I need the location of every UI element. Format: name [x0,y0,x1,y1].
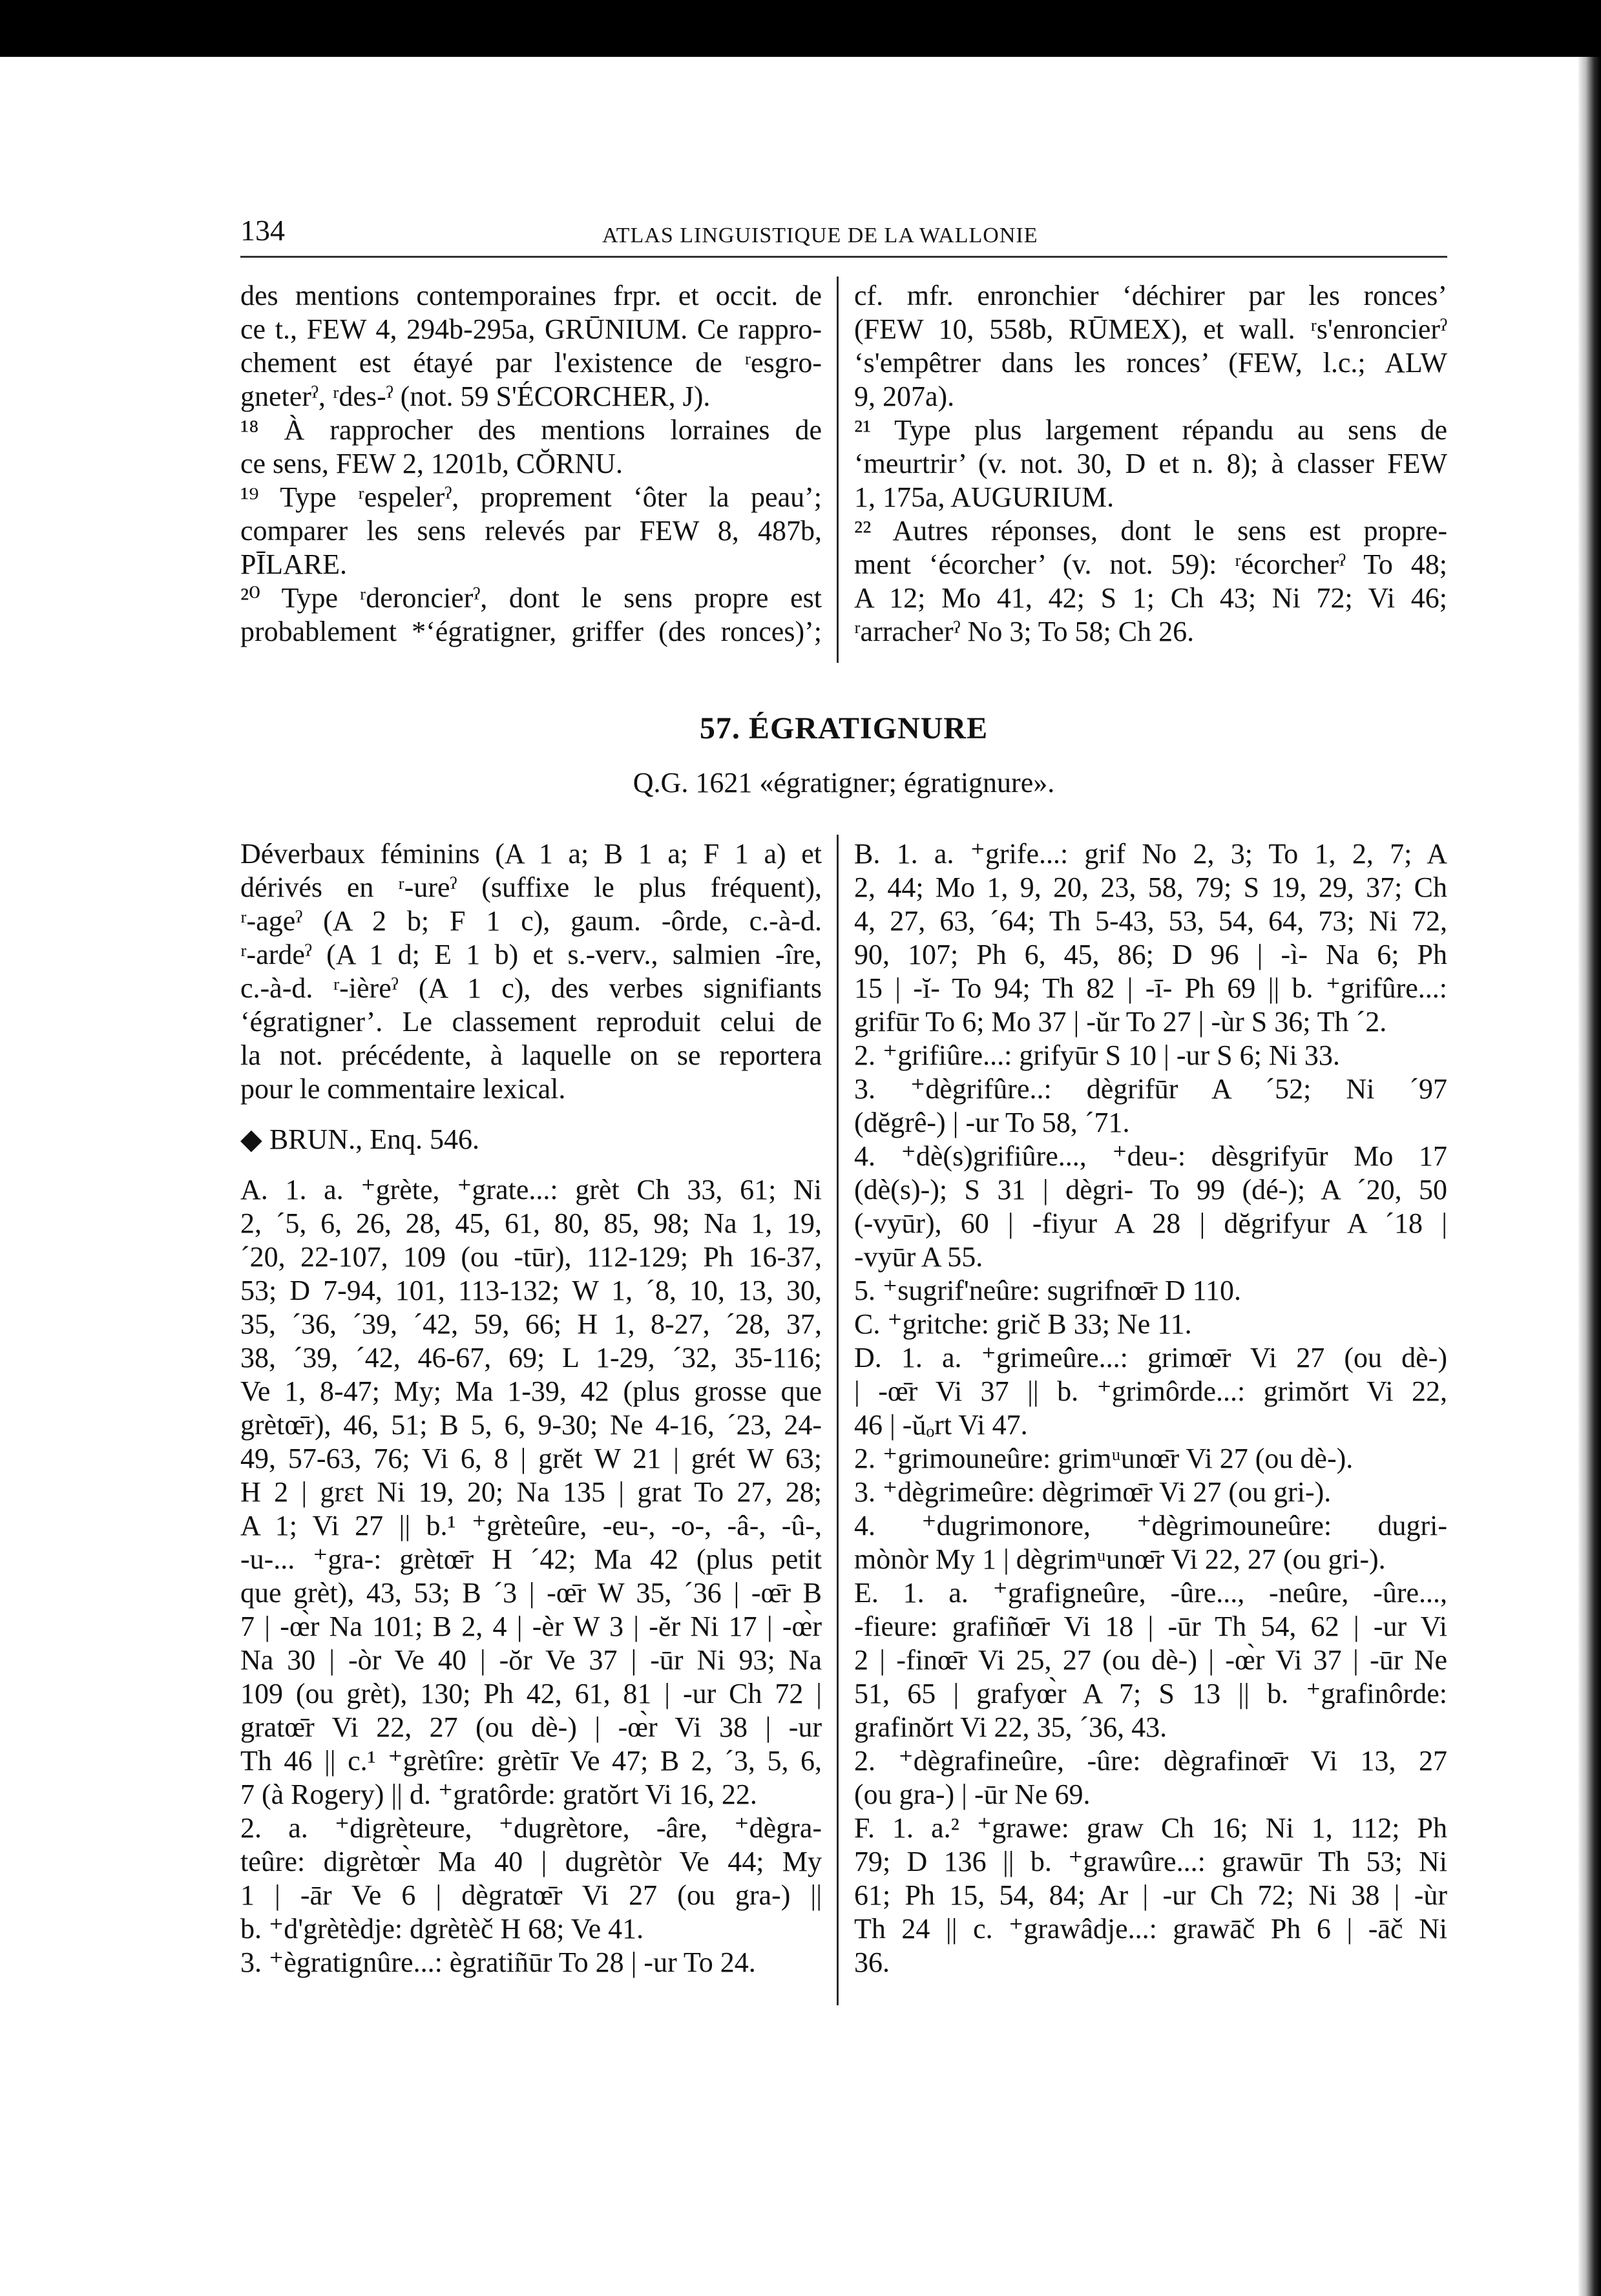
body-line: 2. ⁺grifiûre...: grifyūr S 10 | -ur S 6; Ni 33. [854,1039,1340,1071]
running-title: ATLAS LINGUISTIQUE DE LA WALLONIE [602,224,1038,247]
body-line: grètœ̄r), 46, 51; B 5, 6, 9-30; Ne 4-16, ´23, 24- [240,1409,822,1441]
body-line: A. 1. a. ⁺grète, ⁺grate...: grèt Ch 33, 61; Ni [240,1174,822,1205]
body-line: Th 24 || c. ⁺grawâdje...: grawāč Ph 6 | -āč Ni [854,1913,1447,1945]
section-subtitle: Q.G. 1621 «égratigner; égratignure». [633,767,1055,798]
body-line: 4. ⁺dè(s)grifiûre..., ⁺deu-: dèsgrifyūr Mo 17 [854,1140,1447,1172]
notes-line: ment ‘écorcher’ (v. not. 59): ʳécorcherˀ To 48; [854,548,1447,580]
notes-right-column [854,279,1447,649]
body-line: 2 | -finœ̄r Vi 25, 27 (ou dè-) | -œ̀r Vi 37 | -ūr Ne [854,1644,1447,1676]
body-line: (dĕgrê-) | -ur To 58, ´71. [854,1107,1130,1138]
body-column-rule [837,835,839,2005]
body-line: ʳ-ageˀ (A 2 b; F 1 c), gaum. -ôrde, c.-à-d. [240,905,822,937]
body-line: grifūr To 6; Mo 37 | -ŭr To 27 | -ùr S 36; Th ´2. [854,1006,1387,1038]
body-line: b. ⁺d'grètèdje: dgrètèč H 68; Ve 41. [240,1913,644,1945]
body-line: 2, ´5, 6, 26, 28, 45, 61, 80, 85, 98; Na 1, 19, [240,1207,822,1239]
body-line: (-vyūr), 60 | -fiyur A 28 | dĕgrifyur A ´18 | [854,1207,1447,1239]
body-line: 49, 57-63, 76; Vi 6, 8 | grĕt W 21 | grét W 63; [240,1443,822,1474]
body-line: -fieure: grafiñœ̄r Vi 18 | -ūr Th 54, 62 | -ur Vi [854,1611,1447,1642]
notes-line: ²¹ Type plus largement répandu au sens de [854,414,1447,446]
notes-line: (FEW 10, 558b, RŪMEX), et wall. ʳs'enroncierˀ [854,313,1447,345]
notes-line: des mentions contemporaines frpr. et occit. de [240,280,822,311]
notes-line: ‘meurtrir’ (v. not. 30, D et n. 8); à classer FEW [854,448,1447,479]
body-line: 79; D 136 || b. ⁺grawûre...: grawūr Th 53; Ni [854,1846,1447,1877]
body-line: c.-à-d. ʳ-ièreˀ (A 1 c), des verbes signifiants [240,972,822,1004]
body-line: 51, 65 | grafyœ̀r A 7; S 13 || b. ⁺grafinôrde: [854,1678,1447,1709]
bibliography-line: ◆ BRUN., Enq. 546. [240,1123,479,1155]
scan-top-border [0,0,1601,57]
body-line: 4. ⁺dugrimonore, ⁺dègrimouneûre: dugri- [854,1510,1447,1541]
body-line: H 2 | grɛt Ni 19, 20; Na 135 | grat To 27, 28; [240,1476,822,1508]
notes-line: ʳarracherˀ No 3; To 58; Ch 26. [854,616,1195,647]
notes-column-rule [837,277,839,663]
body-left-column [240,837,822,1979]
body-line: -vyūr A 55. [854,1241,983,1273]
body-line: grafinŏrt Vi 22, 35, ´36, 43. [854,1711,1167,1743]
notes-line: PĪLARE. [240,548,347,580]
body-line: ʳ-ardeˀ (A 1 d; E 1 b) et s.-verv., salmien -îre, [240,939,822,970]
body-line: B. 1. a. ⁺grife...: grif No 2, 3; To 1, 2, 7; A [854,838,1447,870]
body-line: 3. ⁺ègratignûre...: ègratiñūr To 28 | -ur To 24. [240,1946,756,1978]
body-line: 3. ⁺dègrifûre..: dègrifūr A ´52; Ni ´97 [854,1073,1447,1105]
body-line: 46 | -ŭₒrt Vi 47. [854,1409,1028,1441]
notes-line: cf. mfr. enronchier ‘déchirer par les ronces’ [854,280,1447,311]
scan-right-edge [1578,57,1601,2296]
body-line: | -œ̄r Vi 37 || b. ⁺grimôrde...: grimŏrt Vi 22, [854,1375,1447,1407]
body-line: 3. ⁺dègrimeûre: dègrimœ̄r Vi 27 (ou gri-). [854,1476,1332,1508]
notes-left-column [240,279,822,649]
body-line: Na 30 | -òr Ve 40 | -ŏr Ve 37 | -ūr Ni 93; Na [240,1644,822,1676]
notes-line: probablement *‘égratigner, griffer (des ronces)’; [240,616,822,647]
body-line: 53; D 7-94, 101, 113-132; W 1, ´8, 10, 13, 30, [240,1275,822,1306]
body-line: 38, ´39, ´42, 46-67, 69; L 1-29, ´32, 35-116; [240,1342,822,1373]
body-line: 5. ⁺sugrif'neûre: sugrifnœ̄r D 110. [854,1275,1241,1306]
body-line: 1 | -ār Ve 6 | dègratœ̄r Vi 27 (ou gra-) || [240,1879,822,1911]
body-line: 2. a. ⁺digrèteure, ⁺dugrètore, -âre, ⁺dègra- [240,1812,822,1844]
body-line: 61; Ph 15, 54, 84; Ar | -ur Ch 72; Ni 38 | -ùr [854,1879,1447,1911]
notes-line: ²⁰ Type ʳderoncierˀ, dont le sens propre est [240,582,822,614]
body-line: 36. [854,1946,890,1978]
body-line: A 1; Vi 27 || b.¹ ⁺grèteûre, -eu-, -o-, -â-, -û-, [240,1510,822,1541]
body-line: F. 1. a.² ⁺grawe: graw Ch 16; Ni 1, 112; Ph [854,1812,1447,1844]
notes-line: 1, 175a, AUGURIUM. [854,481,1114,513]
body-line: mònòr My 1 | dègrimᵘunœ̄r Vi 22, 27 (ou gri-). [854,1543,1386,1575]
section-title: 57. ÉGRATIGNURE [699,711,989,746]
body-line: dérivés en ʳ-ureˀ (suffixe le plus fréquent), [240,871,822,903]
body-line: gratœ̄r Vi 22, 27 (ou dè-) | -œ̀r Vi 38 | -ur [240,1711,822,1743]
notes-line: A 12; Mo 41, 42; S 1; Ch 43; Ni 72; Vi 46; [854,582,1447,614]
body-line: la not. précédente, à laquelle on se reportera [240,1039,822,1071]
notes-line: ce t., FEW 4, 294b-295a, GRŪNIUM. Ce rappro- [240,313,822,345]
body-line: ‘égratigner’. Le classement reproduit celui de [240,1006,822,1038]
page-header [240,211,1447,258]
notes-line: 9, 207a). [854,381,955,412]
body-line: Déverbaux féminins (A 1 a; B 1 a; F 1 a) et [240,838,822,870]
body-line: (dè(s)-); S 31 | dègri- To 99 (dé-); A ´20, 50 [854,1174,1447,1205]
notes-line: ‘s'empêtrer dans les ronces’ (FEW, l.c.; ALW [854,347,1447,379]
body-line: ´20, 22-107, 109 (ou -tūr), 112-129; Ph 16-37, [240,1241,822,1273]
body-line: D. 1. a. ⁺grimeûre...: grimœ̄r Vi 27 (ou dè-) [854,1342,1447,1373]
body-line: (ou gra-) | -ūr Ne 69. [854,1779,1091,1810]
body-line: 2. ⁺dègrafineûre, -ûre: dègrafinœ̄r Vi 13, 27 [854,1745,1447,1777]
body-line: que grèt), 43, 53; B ´3 | -œ̄r W 35, ´36 | -œ̄r B [240,1577,822,1609]
body-line: 7 (à Rogery) || d. ⁺gratôrde: gratŏrt Vi 16, 22. [240,1779,757,1810]
notes-line: gneterˀ, ʳdes-ˀ (not. 59 S'ÉCORCHER, J). [240,381,711,412]
body-line: 4, 27, 63, ´64; Th 5-43, 53, 54, 64, 73; Ni 72, [854,905,1447,937]
notes-line: ¹⁹ Type ʳespelerˀ, proprement ‘ôter la peau’; [240,481,822,513]
body-line: E. 1. a. ⁺grafigneûre, -ûre..., -neûre, -ûre..., [854,1577,1447,1609]
body-line: -u-... ⁺gra-: grètœ̄r H ´42; Ma 42 (plus petit [240,1543,822,1575]
body-right-column [854,837,1447,1979]
body-line: 35, ´36, ´39, ´42, 59, 66; H 1, 8-27, ´28, 37, [240,1308,822,1340]
body-line: 2. ⁺grimouneûre: grimᵘunœ̄r Vi 27 (ou dè-). [854,1443,1354,1474]
notes-line: ce sens, FEW 2, 1201b, CŎRNU. [240,448,623,479]
notes-line: ¹⁸ À rapprocher des mentions lorraines de [240,414,822,446]
body-line: C. ⁺gritche: grič B 33; Ne 11. [854,1308,1192,1340]
notes-line: ²² Autres réponses, dont le sens est propre- [854,515,1447,547]
body-line: 15 | -ĭ- To 94; Th 82 | -ī- Ph 69 || b. ⁺grifûre...: [854,972,1447,1004]
body-line: 109 (ou grèt), 130; Ph 42, 61, 81 | -ur Ch 72 | [240,1678,822,1709]
notes-line: chement est étayé par l'existence de ʳesgro- [240,347,822,379]
page-number: 134 [240,214,285,247]
body-line: 7 | -œ̀r Na 101; B 2, 4 | -èr W 3 | -ĕr Ni 17 | -œ̀r [240,1611,822,1642]
body-line: 2, 44; Mo 1, 9, 20, 23, 58, 79; S 19, 29, 37; Ch [854,871,1447,903]
notes-line: comparer les sens relevés par FEW 8, 487b, [240,515,822,547]
body-line: Ve 1, 8-47; My; Ma 1-39, 42 (plus grosse que [240,1375,822,1407]
body-line: Th 46 || c.¹ ⁺grètîre: grètīr Ve 47; B 2, ´3, 5, 6, [240,1745,822,1777]
body-line: pour le commentaire lexical. [240,1073,566,1105]
body-line: 90, 107; Ph 6, 45, 86; D 96 | -ì- Na 6; Ph [854,939,1447,970]
body-line: teûre: digrètœ̀r Ma 40 | dugrètòr Ve 44; My [240,1846,822,1877]
